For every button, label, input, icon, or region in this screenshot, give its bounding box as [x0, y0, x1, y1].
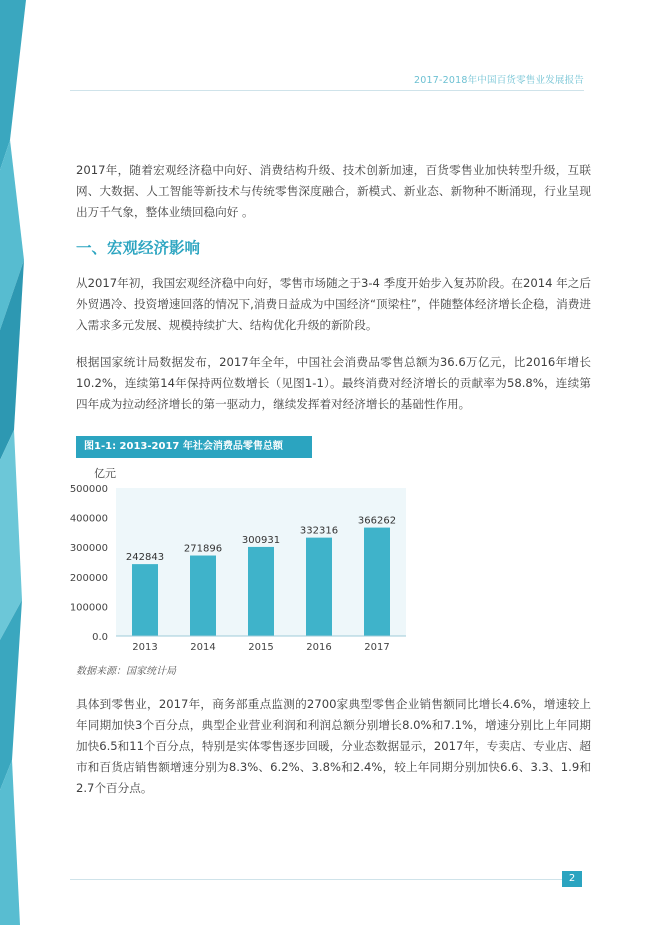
y-tick-label: 0.0	[92, 632, 108, 643]
y-axis-unit-label: 亿元	[94, 467, 116, 480]
x-tick-label: 2014	[190, 642, 216, 653]
bar-value-label: 242843	[125, 552, 165, 564]
macro-paragraph-1: 从2017年初，我国宏观经济稳中向好，零售市场随之于3-4 季度开始步入复苏阶段。在2014 年之后外贸遇冷、投资增速回落的情况下,消费日益成为中国经济“顶梁柱”，伴随整体经济增长企稳，消费进入需求多元发展、规模持续扩大、结构优化升级的新阶段。	[76, 276, 591, 332]
y-tick-label: 500000	[69, 484, 108, 495]
page-number: 2	[562, 871, 582, 887]
x-tick-label: 2015	[248, 642, 274, 653]
bar	[364, 528, 390, 636]
y-tick-label: 400000	[69, 513, 108, 525]
y-tick-label: 200000	[69, 572, 108, 584]
figure-title-banner: 图1-1: 2013-2017 年社会消费品零售总额	[76, 436, 312, 458]
y-tick-label: 300000	[69, 543, 108, 555]
y-tick-label: 100000	[69, 602, 108, 614]
bar-value-label: 271896	[183, 543, 223, 555]
section-heading: 一、宏观经济影响	[76, 239, 201, 257]
retail-sales-bar-chart	[69, 478, 416, 658]
bar	[132, 564, 158, 636]
intro-paragraph: 2017年，随着宏观经济稳中向好、消费结构升级、技术创新加速，百货零售业加快转型升级，互联网、大数据、人工智能等新技术与传统零售深度融合，新模式、新业态、新物种不断涌现，行业呈现出万千气象，整体业绩回稳向好 。	[76, 163, 591, 219]
bar	[306, 538, 332, 636]
bar	[248, 547, 274, 636]
retail-paragraph: 具体到零售业，2017年，商务部重点监测的2700家典型零售企业销售额同比增长4.6%，增速较上年同期加快3个百分点，典型企业营业利润和利润总额分别增长8.0%和7.1%，增速分别比上年同期加快6.5和11个百分点，特别是实体零售逐步回暖，分业态数据显示，2017年，专卖店、专业店、超市和百货店销售额增速分别为8.3%、6.2%、3.8%和2.4%，较上年同期分别加快6.6、3.3、1.9和2.7个百分点。	[76, 697, 591, 795]
bar	[190, 556, 216, 636]
left-decorative-strip	[0, 0, 28, 925]
x-tick-label: 2013	[132, 642, 158, 653]
footer-divider	[70, 879, 562, 880]
x-tick-label: 2017	[364, 642, 390, 653]
header-report-title: 2017-2018年中国百货零售业发展报告	[414, 75, 584, 86]
data-source-note: 数据来源：国家统计局	[76, 666, 176, 677]
bar-value-label: 366262	[357, 515, 397, 527]
macro-paragraph-2: 根据国家统计局数据发布，2017年全年，中国社会消费品零售总额为36.6万亿元，比2016年增长10.2%，连续第14年保持两位数增长（见图1-1）。最终消费对经济增长的贡献率为58.8%，连续第四年成为拉动经济增长的第一驱动力，继续发挥着对经济增长的基础性作用。	[76, 355, 591, 411]
bar-value-label: 332316	[299, 525, 339, 537]
x-tick-label: 2016	[306, 642, 332, 653]
header-divider	[70, 90, 584, 91]
bar-value-label: 300931	[241, 534, 281, 546]
